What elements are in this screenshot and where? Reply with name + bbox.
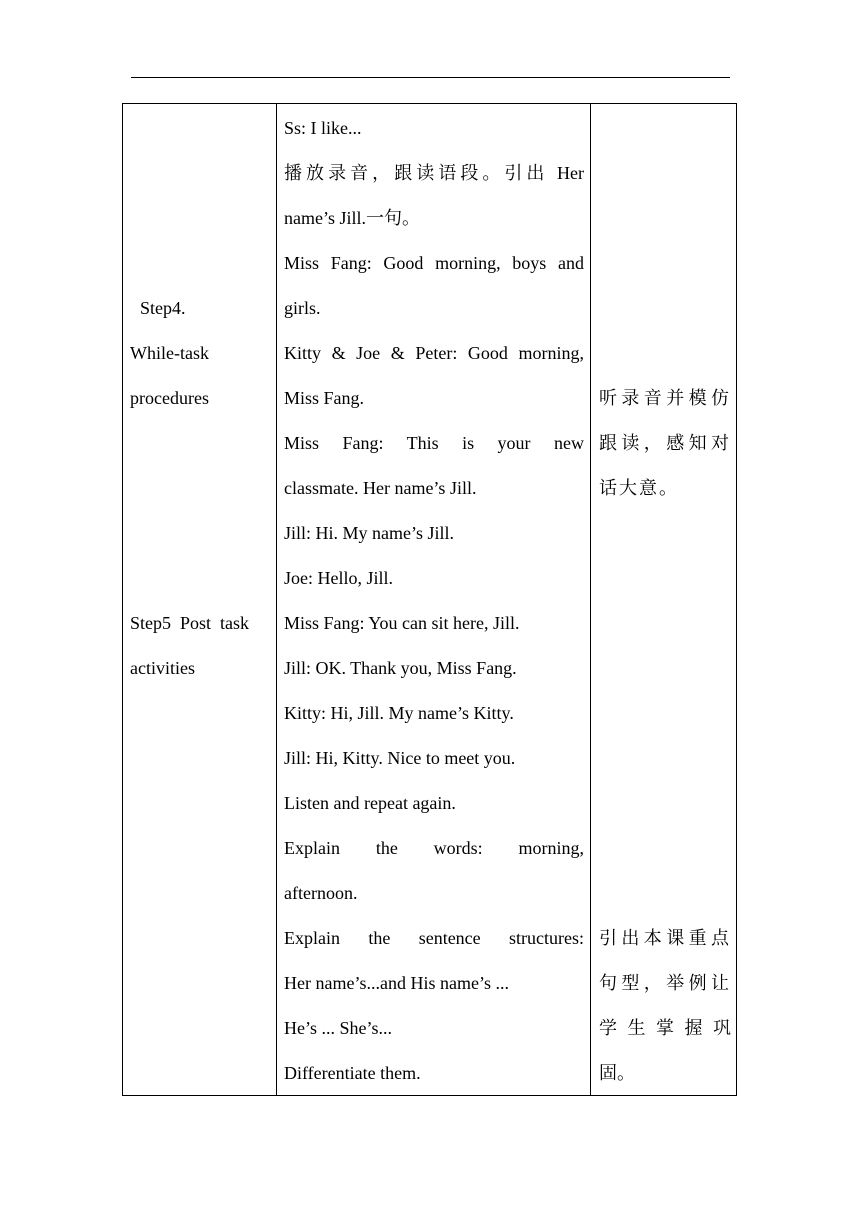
step5-title: Step5 Post task <box>130 613 250 633</box>
column-divider-2 <box>590 104 591 1095</box>
activity-line: Joe: Hello, Jill. <box>284 568 393 588</box>
purpose-line: 跟读，感知对 <box>599 433 731 453</box>
activity-line: Miss Fang: You can sit here, Jill. <box>284 613 520 633</box>
column-divider-1 <box>276 104 277 1095</box>
activity-line: Miss Fang: Good morning, boys and <box>284 253 584 273</box>
header-rule <box>131 77 730 78</box>
activity-line: Jill: Hi. My name’s Jill. <box>284 523 455 543</box>
activity-line: Miss Fang. <box>284 388 365 408</box>
activity-line: Jill: OK. Thank you, Miss Fang. <box>284 658 517 678</box>
activity-line: afternoon. <box>284 883 358 903</box>
purpose-line: 听录音并模仿 <box>599 388 731 408</box>
activity-line: Explain the sentence structures: <box>284 928 584 948</box>
step4-title: Step4. <box>140 298 186 318</box>
activity-line: Kitty & Joe & Peter: Good morning, <box>284 343 584 363</box>
purpose-line: 固。 <box>599 1063 635 1083</box>
activity-line: girls. <box>284 298 321 318</box>
lesson-table <box>122 103 737 1096</box>
purpose-line: 句型，举例让 <box>599 973 731 993</box>
activity-line: 播放录音，跟读语段。引出 Her <box>284 163 584 183</box>
step4-line-3: procedures <box>130 388 209 408</box>
purpose-line: 引出本课重点 <box>599 928 731 948</box>
activity-line: Listen and repeat again. <box>284 793 456 813</box>
activity-line: He’s ... She’s... <box>284 1018 392 1038</box>
activity-line: Explain the words: morning, <box>284 838 584 858</box>
activity-line: Ss: I like... <box>284 118 362 138</box>
activity-line: Miss Fang: This is your new <box>284 433 584 453</box>
step5-line-2: activities <box>130 658 195 678</box>
activity-line: Kitty: Hi, Jill. My name’s Kitty. <box>284 703 514 723</box>
purpose-line: 学 生 掌 握 巩 <box>599 1018 731 1038</box>
activity-line: classmate. Her name’s Jill. <box>284 478 477 498</box>
activity-line: name’s Jill.一句。 <box>284 208 420 228</box>
activity-line: Differentiate them. <box>284 1063 421 1083</box>
step4-line-2: While-task <box>130 343 209 363</box>
activity-line: Her name’s...and His name’s ... <box>284 973 509 993</box>
purpose-line: 话大意。 <box>599 478 679 498</box>
activity-line: Jill: Hi, Kitty. Nice to meet you. <box>284 748 516 768</box>
